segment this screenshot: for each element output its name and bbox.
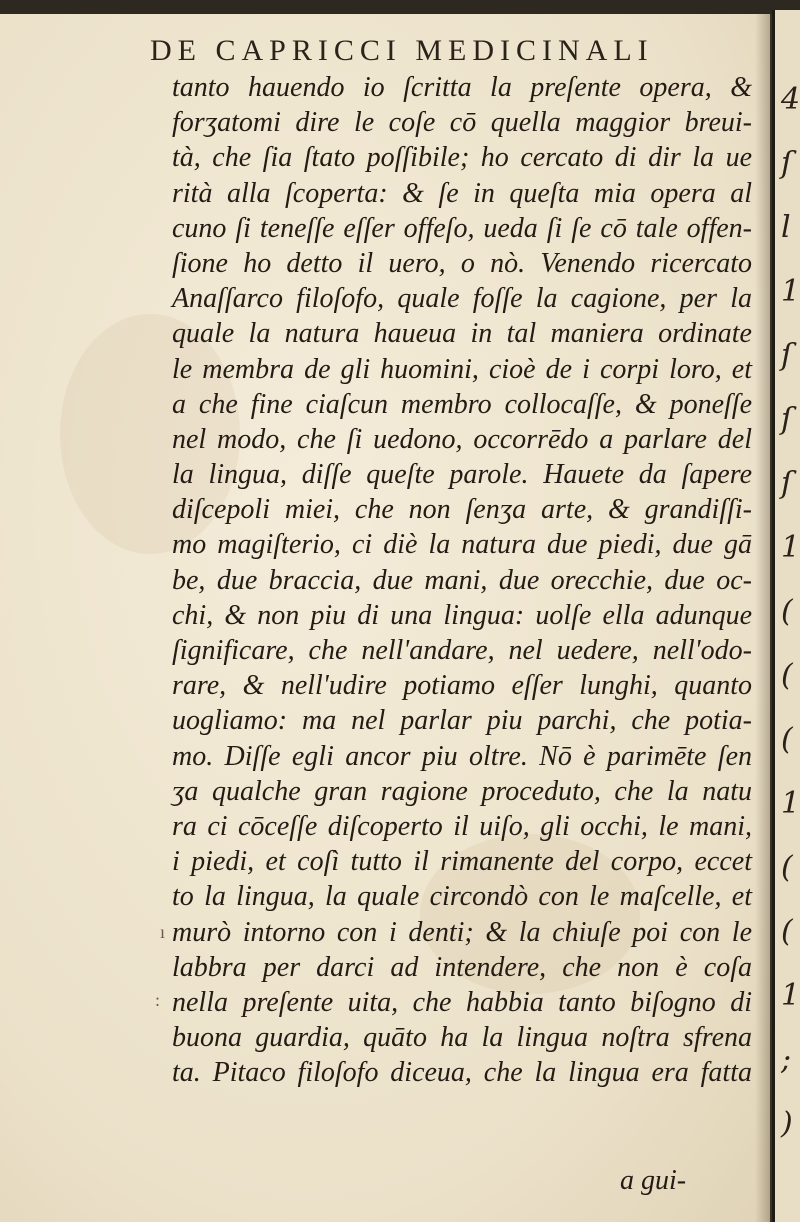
facing-page-fragment: ( — [781, 594, 793, 629]
facing-page-fragment: ſ — [781, 402, 793, 437]
facing-page-fragment: ( — [781, 658, 793, 693]
margin-mark: ı — [160, 922, 166, 942]
facing-page-fragment: 1 — [781, 274, 800, 309]
facing-page-fragment: ( — [781, 850, 793, 885]
text-line: cuno ſi teneſſe eſſer offeſo, ueda ſi ſe cō tale offen- — [172, 212, 752, 244]
text-line: forʒatomi dire le coſe cō quella maggior breui- — [172, 107, 752, 139]
text-line: ra ci cōceſſe diſcoperto il uiſo, gli occhi, le mani, — [172, 810, 752, 842]
text-line: le membra de gli huomini, cioè de i corpi loro, et — [172, 353, 752, 385]
text-line: chi, & non piu di una lingua: uolſe ella adunque — [172, 599, 752, 631]
text-line: ſione ho detto il uero, o nò. Venendo ricercato — [172, 247, 752, 279]
text-line: buona guardia, quāto ha la lingua noſtra sfrena — [172, 1022, 752, 1054]
text-line: tà, che ſia ſtato poſſibile; ho cercato di dir la ue — [172, 142, 752, 174]
text-line: quale la natura haueua in tal maniera ordinate — [172, 318, 752, 350]
text-line: uogliamo: ma nel parlar piu parchi, che potia- — [172, 705, 752, 737]
facing-page-fragment: 1 — [781, 786, 800, 821]
text-line: a che fine ciaſcun membro collocaſſe, & poneſſe — [172, 388, 752, 420]
text-line: ʒa qualche gran ragione proceduto, che la natu — [172, 775, 752, 807]
text-line: mo. Diſſe egli ancor piu oltre. Nō è parimēte ſen — [172, 740, 752, 772]
gutter-shadow — [755, 14, 773, 1222]
book-edge-top — [0, 0, 800, 14]
text-line: la lingua, diſſe queſte parole. Hauete da ſapere — [172, 459, 752, 491]
facing-page-fragment: ; — [781, 1042, 792, 1077]
text-line: rare, & nell'udire potiamo eſſer lunghi, quanto — [172, 670, 752, 702]
facing-page-fragment: ſ — [781, 466, 793, 501]
body-text — [172, 70, 752, 1090]
margin-mark: : — [155, 990, 161, 1010]
facing-page-fragment: ( — [781, 914, 793, 949]
facing-page-fragment: 1 — [781, 978, 800, 1013]
text-line: tanto hauendo io ſcritta la preſente opera, & — [172, 72, 752, 103]
text-line: diſcepoli miei, che non ſenʒa arte, & grandiſſi- — [172, 494, 752, 526]
text-line: rità alla ſcoperta: & ſe in queſta mia opera al — [172, 177, 752, 209]
text-line: mo magiſterio, ci diè la natura due piedi, due gā — [172, 529, 752, 561]
facing-page-fragment: 1 — [781, 530, 800, 565]
facing-page-fragment: 4 — [781, 82, 800, 117]
text-line: nel modo, che ſi uedono, occorrēdo a parlare del — [172, 423, 752, 455]
text-line: i piedi, et coſì tutto il rimanente del corpo, eccet — [172, 846, 752, 878]
text-line: nella preſente uita, che habbia tanto biſogno di — [172, 986, 752, 1018]
facing-page-fragment: ſ — [781, 146, 793, 181]
text-line: labbra per darci ad intendere, che non è coſa — [172, 951, 752, 983]
facing-page-fragment: l — [781, 210, 791, 245]
text-line: Anaſſarco filoſofo, quale foſſe la cagione, per la — [172, 283, 752, 315]
facing-page-fragment: ſ — [781, 338, 793, 373]
text-line: murò intorno con i denti; & la chiuſe poi con le — [172, 916, 752, 948]
text-line: ſignificare, che nell'andare, nel uedere, nell'odo- — [172, 635, 752, 666]
catchword: a gui- — [620, 1165, 687, 1196]
facing-page-fragment: ( — [781, 722, 793, 757]
text-line: be, due braccia, due mani, due orecchie, due oc- — [172, 564, 752, 596]
text-line: to la lingua, la quale circondò con le maſcelle, et — [172, 881, 752, 913]
facing-page-fragment: ) — [781, 1106, 793, 1141]
text-line: ta. Pitaco filoſofo diceua, che la lingua era fatta — [172, 1057, 752, 1089]
facing-page-edge — [772, 10, 800, 1222]
running-header: DE CAPRICCI MEDICINALI — [150, 34, 654, 67]
